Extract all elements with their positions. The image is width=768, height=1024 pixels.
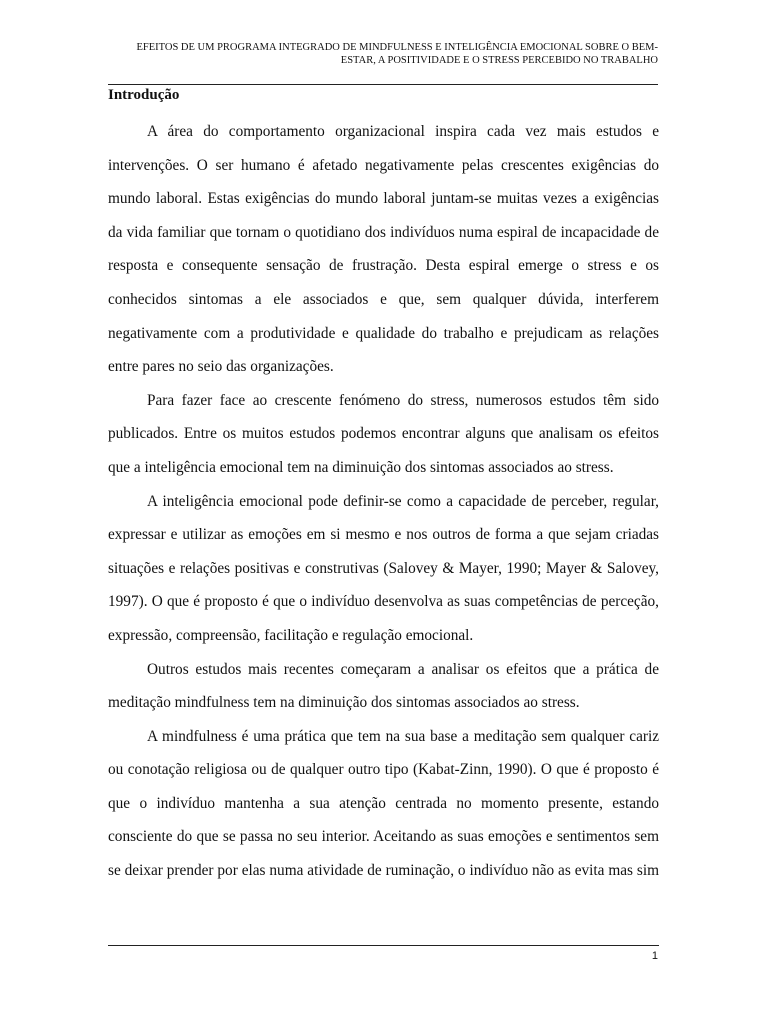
- running-header-line-2: ESTAR, A POSITIVIDADE E O STRESS PERCEBIDO NO TRABALHO: [340, 55, 658, 66]
- running-header-line-1: EFEITOS DE UM PROGRAMA INTEGRADO DE MINDFULNESS E INTELIGÊNCIA EMOCIONAL SOBRE O BEM-: [136, 42, 658, 53]
- page-number: 1: [651, 950, 658, 962]
- paragraph-4-line: meditação mindfulness tem na diminuição dos sintomas associados ao stress.: [108, 694, 580, 712]
- paragraph-5-line: consciente do que se passa no seu interior. Aceitando as suas emoções e sentimentos sem: [108, 828, 659, 846]
- paragraph-1-line: entre pares no seio das organizações.: [108, 358, 334, 376]
- paragraph-2-line: publicados. Entre os muitos estudos podemos encontrar alguns que analisam os efeitos: [108, 425, 659, 443]
- paragraph-4-line: Outros estudos mais recentes começaram a analisar os efeitos que a prática de: [147, 660, 659, 678]
- paragraph-2-line: que a inteligência emocional tem na diminuição dos sintomas associados ao stress.: [108, 458, 614, 476]
- paragraph-5-line: se deixar prender por elas numa atividade de ruminação, o indivíduo não as evita mas sim: [108, 862, 659, 880]
- paragraph-5-line: ou conotação religiosa ou de qualquer outro tipo (Kabat-Zinn, 1990). O que é proposto é: [108, 761, 659, 779]
- paragraph-5-line: que o indivíduo mantenha a sua atenção centrada no momento presente, estando: [108, 794, 659, 812]
- paragraph-3-line: 1997). O que é proposto é que o indivíduo desenvolva as suas competências de perceção,: [108, 593, 659, 611]
- paragraph-1-line: resposta e consequente sensação de frustração. Desta espiral emerge o stress e os: [108, 257, 659, 275]
- paragraph-1-line: mundo laboral. Estas exigências do mundo laboral juntam-se muitas vezes a exigências: [108, 190, 659, 208]
- paragraph-5-line: A mindfulness é uma prática que tem na sua base a meditação sem qualquer cariz: [147, 727, 659, 745]
- paragraph-1-line: A área do comportamento organizacional inspira cada vez mais estudos e: [147, 123, 659, 140]
- footer-rule: [108, 945, 659, 946]
- paragraph-3-line: expressar e utilizar as emoções em si mesmo e nos outros de forma a que sejam criadas: [108, 526, 659, 544]
- paragraph-1-line: negativamente com a produtividade e qualidade do trabalho e prejudicam as relações: [108, 324, 659, 342]
- paragraph-3-line: A inteligência emocional pode definir-se como a capacidade de perceber, regular,: [147, 492, 659, 510]
- header-rule: [108, 84, 658, 85]
- paragraph-3-line: situações e relações positivas e construtivas (Salovey & Mayer, 1990; Mayer & Salovey,: [108, 559, 659, 577]
- running-header: [108, 41, 658, 67]
- section-heading: Introdução: [108, 87, 180, 103]
- paragraph-1-line: conhecidos sintomas a ele associados e que, sem qualquer dúvida, interferem: [108, 290, 659, 308]
- body-text: [108, 115, 659, 888]
- paragraph-1-line: intervenções. O ser humano é afetado negativamente pelas crescentes exigências do: [108, 156, 659, 174]
- paragraph-2-line: Para fazer face ao crescente fenómeno do stress, numerosos estudos têm sido: [147, 391, 659, 409]
- paragraph-1-line: da vida familiar que tornam o quotidiano dos indivíduos numa espiral de incapacidade de: [108, 223, 659, 241]
- paragraph-3-line: expressão, compreensão, facilitação e regulação emocional.: [108, 626, 474, 644]
